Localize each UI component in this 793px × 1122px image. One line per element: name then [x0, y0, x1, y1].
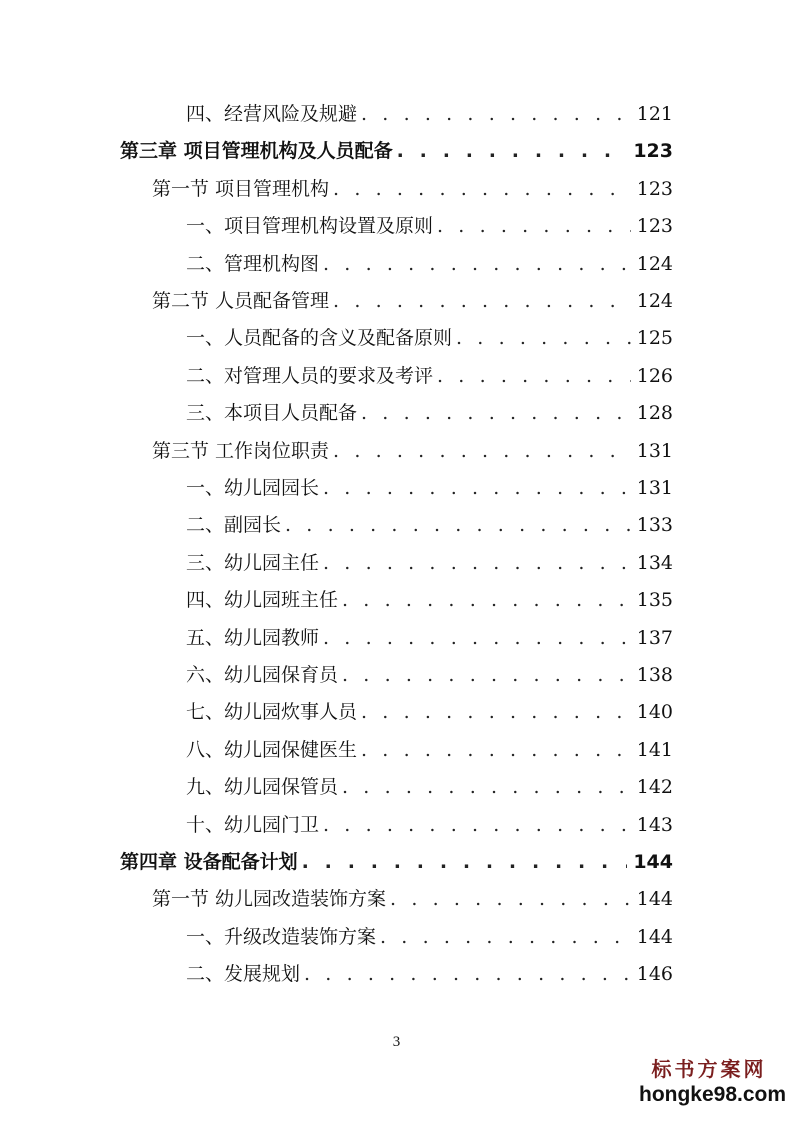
toc-dot-leader: [323, 250, 631, 278]
toc-entry-item[interactable]: [186, 624, 673, 652]
toc-entry-page: 143: [636, 813, 673, 836]
toc-entry-label: 八、幼儿园保健医生: [186, 738, 358, 761]
toc-entry-page: 137: [636, 626, 673, 649]
site-watermark: [639, 1056, 787, 1108]
toc-entry-label: 第三节 工作岗位职责: [152, 439, 330, 462]
toc-entry-item[interactable]: [186, 100, 673, 128]
toc-entry-page: 142: [636, 776, 673, 799]
toc-entry-page: 131: [636, 439, 673, 462]
toc-dot-leader: [323, 624, 631, 652]
toc-entry-item[interactable]: [186, 511, 673, 539]
toc-dot-leader: [285, 511, 631, 539]
toc-dot-leader: [390, 885, 631, 913]
toc-entry-page: 134: [636, 551, 673, 574]
toc-entry-item[interactable]: [186, 324, 673, 352]
toc-entry-label: 第二节 人员配备管理: [152, 290, 330, 312]
toc-entry-page: 133: [636, 514, 673, 537]
toc-entry-label: 六、幼儿园保育员: [186, 664, 339, 686]
toc-entry-page: 141: [636, 738, 673, 761]
toc-entry-page: 138: [636, 664, 673, 686]
toc-entry-label: 第一节 项目管理机构: [152, 177, 330, 200]
toc-entry-item[interactable]: [186, 773, 673, 801]
toc-entry-label: 七、幼儿园炊事人员: [186, 701, 358, 724]
toc-dot-leader: [361, 399, 631, 427]
toc-entry-page: 121: [636, 103, 673, 125]
toc-entry-page: 123: [636, 177, 673, 200]
toc-dot-leader: [361, 100, 631, 128]
toc-entry-label: 十、幼儿园门卫: [186, 813, 320, 836]
toc-entry-chapter[interactable]: [120, 137, 673, 165]
toc-entry-label: 五、幼儿园教师: [186, 626, 320, 649]
toc-entry-item[interactable]: [186, 736, 673, 764]
toc-entry-page: 123: [636, 215, 673, 238]
toc-entry-section[interactable]: [152, 287, 673, 315]
toc-entry-page: 144: [636, 925, 673, 948]
toc-dot-leader: [304, 960, 631, 988]
toc-entry-page: 146: [636, 963, 673, 986]
toc-entry-label: 一、人员配备的含义及配备原则: [186, 327, 453, 350]
toc-entry-label: 第三章 项目管理机构及人员配备: [120, 140, 393, 163]
toc-entry-section[interactable]: [152, 885, 673, 913]
toc-dot-leader: [333, 175, 631, 203]
toc-entry-item[interactable]: [186, 250, 673, 278]
toc-entry-label: 二、管理机构图: [186, 252, 320, 275]
toc-dot-leader: [323, 549, 631, 577]
toc-entry-item[interactable]: [186, 586, 673, 614]
toc-entry-page: 123: [633, 140, 673, 163]
toc-entry-item[interactable]: [186, 811, 673, 839]
toc-entry-item[interactable]: [186, 661, 673, 689]
toc-entry-label: 一、升级改造装饰方案: [186, 925, 377, 948]
toc-entry-item[interactable]: [186, 960, 673, 988]
toc-dot-leader: [397, 137, 628, 165]
toc-entry-item[interactable]: [186, 923, 673, 951]
watermark-url: hongke98.com: [639, 1083, 787, 1106]
toc-entry-page: 124: [636, 290, 673, 312]
toc-entry-label: 四、幼儿园班主任: [186, 589, 339, 612]
watermark-site-name: 标书方案网: [651, 1057, 767, 1081]
toc-entry-item[interactable]: [186, 474, 673, 502]
toc-entry-section[interactable]: [152, 175, 673, 203]
toc-entry-label: 三、幼儿园主任: [186, 551, 320, 574]
toc-entry-label: 二、副园长: [186, 514, 282, 537]
toc-entry-label: 一、幼儿园园长: [186, 477, 320, 499]
toc-entry-page: 125: [636, 327, 673, 350]
toc-entry-label: 九、幼儿园保管员: [186, 776, 339, 799]
toc-dot-leader: [437, 362, 631, 390]
toc-entry-page: 135: [636, 589, 673, 612]
toc-dot-leader: [333, 437, 631, 465]
toc-dot-leader: [437, 212, 631, 240]
toc-entry-page: 144: [636, 888, 673, 911]
toc-dot-leader: [361, 736, 631, 764]
toc-dot-leader: [361, 698, 631, 726]
toc-entry-section[interactable]: [152, 437, 673, 465]
toc-entry-label: 第四章 设备配备计划: [120, 851, 298, 873]
toc-entry-page: 140: [636, 701, 673, 724]
toc-entry-item[interactable]: [186, 698, 673, 726]
toc-entry-page: 124: [636, 252, 673, 275]
toc-dot-leader: [380, 923, 631, 951]
toc-dot-leader: [456, 324, 631, 352]
toc-dot-leader: [342, 661, 631, 689]
toc-dot-leader: [342, 773, 631, 801]
toc-entry-label: 二、发展规划: [186, 963, 301, 986]
toc-entry-label: 四、经营风险及规避: [186, 103, 358, 125]
toc-entry-page: 131: [636, 477, 673, 499]
toc-dot-leader: [333, 287, 631, 315]
toc-entry-page: 126: [636, 364, 673, 387]
toc-entry-chapter[interactable]: [120, 848, 673, 876]
toc-dot-leader: [342, 586, 631, 614]
toc-entry-page: 144: [633, 851, 673, 873]
toc-dot-leader: [323, 474, 631, 502]
toc-entry-item[interactable]: [186, 362, 673, 390]
page-number: 3: [392, 1034, 401, 1050]
toc-entry-label: 二、对管理人员的要求及考评: [186, 364, 434, 387]
toc-entry-item[interactable]: [186, 212, 673, 240]
toc-entry-page: 128: [636, 402, 673, 425]
toc-entry-label: 三、本项目人员配备: [186, 402, 358, 425]
toc-entry-label: 一、项目管理机构设置及原则: [186, 215, 434, 238]
toc-dot-leader: [323, 811, 631, 839]
toc-dot-leader: [302, 848, 628, 876]
toc-entry-item[interactable]: [186, 549, 673, 577]
toc-entry-label: 第一节 幼儿园改造装饰方案: [152, 888, 387, 911]
toc-entry-item[interactable]: [186, 399, 673, 427]
